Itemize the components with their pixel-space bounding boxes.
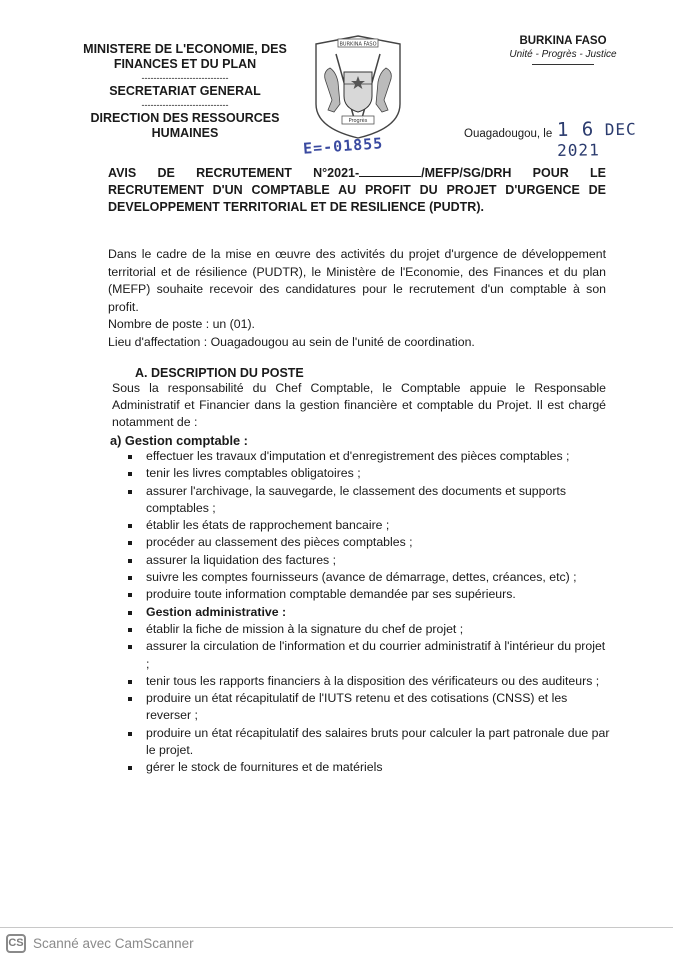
list-item: effectuer les travaux d'imputation et d'enregistrement des pièces comptables ; xyxy=(128,448,610,465)
header-separator: ----------------------------- xyxy=(141,100,229,110)
list-item: assurer la liquidation des factures ; xyxy=(128,552,610,569)
direction-name-line1: DIRECTION DES RESSOURCES xyxy=(90,111,280,125)
list-item: gérer le stock de fournitures et de matériels xyxy=(128,759,610,776)
coat-of-arms-icon xyxy=(308,32,408,142)
list-item: tenir tous les rapports financiers à la disposition des vérificateurs ou des auditeurs ; xyxy=(128,673,610,690)
section-a-description: Sous la responsabilité du Chef Comptable, le Comptable appuie le Responsable Administratif et Financier dans la gestion financière et comptable du Projet. Il est chargé notamment de : xyxy=(112,381,606,430)
notice-title-part1: AVIS DE RECRUTEMENT N°2021- xyxy=(108,166,360,180)
notice-number-blank xyxy=(359,164,421,177)
subsection-gestion-administrative: Gestion administrative : xyxy=(128,604,610,621)
list-item: produire un état récapitulatif de l'IUTS retenu et des cotisations (CNSS) et les reverser ; xyxy=(128,690,610,725)
direction-name-line2: HUMAINES xyxy=(151,126,219,140)
footer-divider xyxy=(0,927,673,928)
subsection-gestion-comptable: a) Gestion comptable : xyxy=(110,433,248,448)
notice-title xyxy=(108,164,606,216)
date-stamp-month-year: DEC 2021 xyxy=(557,119,637,161)
secretariat-name: SECRETARIAT GENERAL xyxy=(109,84,261,98)
ministry-header xyxy=(62,42,308,141)
list-item: suivre les comptes fournisseurs (avance de démarrage, dettes, créances, etc) ; xyxy=(128,569,610,586)
list-item: tenir les livres comptables obligatoires ; xyxy=(128,465,610,482)
ministry-name-line2: FINANCES ET DU PLAN xyxy=(113,57,257,71)
date-stamp xyxy=(557,117,673,160)
list-item: procéder au classement des pièces comptables ; xyxy=(128,534,610,551)
motto-underline xyxy=(532,64,594,65)
posting-location: Lieu d'affectation : Ouagadougou au sein de l'unité de coordination. xyxy=(108,334,475,349)
camscanner-logo-icon: CS xyxy=(6,934,26,953)
duties-list xyxy=(128,448,610,777)
list-item: produire toute information comptable demandée par ses supérieurs. xyxy=(128,586,610,603)
list-item: assurer la circulation de l'information et du courrier administratif à l'intérieur du projet ; xyxy=(128,638,610,673)
intro-block xyxy=(108,246,606,351)
notice-title-part2: /MEFP/SG/DRH POUR LE RECRUTEMENT D'UN COMPTABLE AU PROFIT DU PROJET D'URGENCE DE DEVELOPPEMENT TERRITORIAL ET DE RESILIENCE (PUDTR). xyxy=(108,166,606,214)
list-item: produire un état récapitulatif des salaires bruts pour calculer la part patronale due par le projet. xyxy=(128,725,610,760)
camscanner-text: Scanné avec CamScanner xyxy=(33,935,194,951)
posts-count: Nombre de poste : un (01). xyxy=(108,317,255,331)
ministry-name-line1: MINISTERE DE L'ECONOMIE, DES xyxy=(83,42,287,56)
section-a-title: A. DESCRIPTION DU POSTE xyxy=(135,366,304,380)
seal-ribbon: Progrès xyxy=(348,118,368,124)
list-item: assurer l'archivage, la sauvegarde, le classement des documents et supports comptables ; xyxy=(128,483,610,518)
intro-paragraph: Dans le cadre de la mise en œuvre des activités du projet d'urgence de développement territorial et de résilience (PUDTR), le Ministère de l'Economie, des Finances et du plan (MEFP) souhaite recevoir des candidatures pour le recrutement d'un comptable à son profit. xyxy=(108,247,606,314)
registration-stamp: E=-01855 xyxy=(302,134,384,158)
header-separator: ----------------------------- xyxy=(141,73,229,83)
place-label: Ouagadougou, le xyxy=(464,128,553,140)
list-item: établir la fiche de mission à la signature du chef de projet ; xyxy=(128,621,610,638)
list-item: établir les états de rapprochement bancaire ; xyxy=(128,517,610,534)
seal-banner: BURKINA FASO xyxy=(339,41,377,48)
country-name: BURKINA FASO xyxy=(519,35,607,47)
country-motto: Unité - Progrès - Justice xyxy=(509,49,617,60)
date-stamp-day: 1 6 xyxy=(556,118,595,142)
country-header xyxy=(488,34,638,65)
camscanner-watermark xyxy=(6,932,194,954)
